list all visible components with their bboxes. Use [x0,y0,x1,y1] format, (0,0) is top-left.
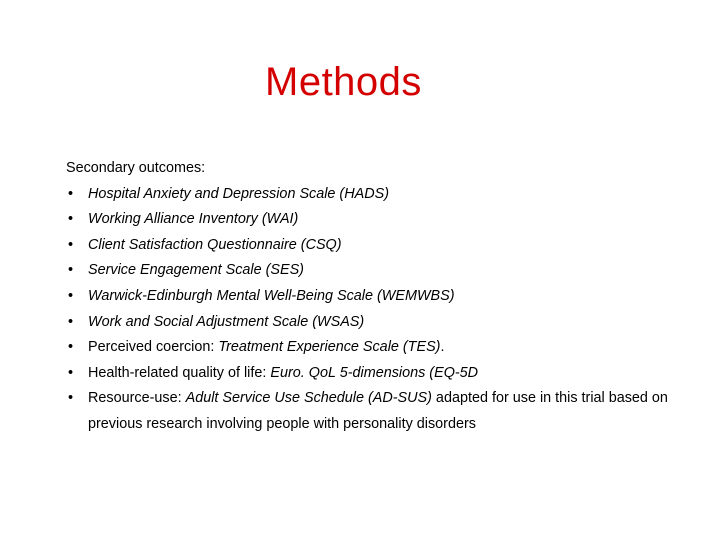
list-item [66,182,696,208]
list-item [66,335,696,361]
bullet-icon: • [68,211,74,228]
list-item [66,310,696,336]
outcome-list [66,182,696,438]
list-item [66,207,696,233]
slide-title-text: Methods [265,60,422,104]
section-heading: Secondary outcomes: [66,160,206,176]
bullet-icon: • [68,236,74,253]
bullet-icon: • [68,313,74,330]
item-em: Treatment Experience Scale (TES) [218,339,441,356]
bullet-icon: • [68,287,74,304]
item-em: Service Engagement Scale (SES) [88,262,304,279]
slide-title [0,56,690,108]
item-em: Working Alliance Inventory (WAI) [88,211,299,228]
bullet-icon: • [68,185,74,202]
bullet-icon: • [68,390,74,407]
bullet-icon: • [68,364,74,381]
item-em: Warwick-Edinburgh Mental Well-Being Scale (WEMWBS) [88,287,455,304]
list-item [66,284,696,310]
item-em: Euro. QoL 5-dimensions (EQ-5D [270,364,479,381]
list-item [66,233,696,259]
item-post: adapted for use in this trial based on previous research involving people with personality disorders [88,390,668,432]
slide-body [66,156,696,438]
list-item [66,386,696,437]
item-pre: Health-related quality of life: [88,364,271,381]
item-em: Work and Social Adjustment Scale (WSAS) [88,313,365,330]
item-post: . [440,339,445,356]
list-item [66,258,696,284]
item-em: Client Satisfaction Questionnaire (CSQ) [88,236,342,253]
item-pre: Perceived coercion: [88,339,219,356]
item-em: Adult Service Use Schedule (AD-SUS) [185,390,432,407]
item-em: Hospital Anxiety and Depression Scale (HADS) [88,185,390,202]
item-pre: Resource-use: [88,390,186,407]
bullet-icon: • [68,262,74,279]
bullet-icon: • [68,339,74,356]
list-item [66,361,696,387]
